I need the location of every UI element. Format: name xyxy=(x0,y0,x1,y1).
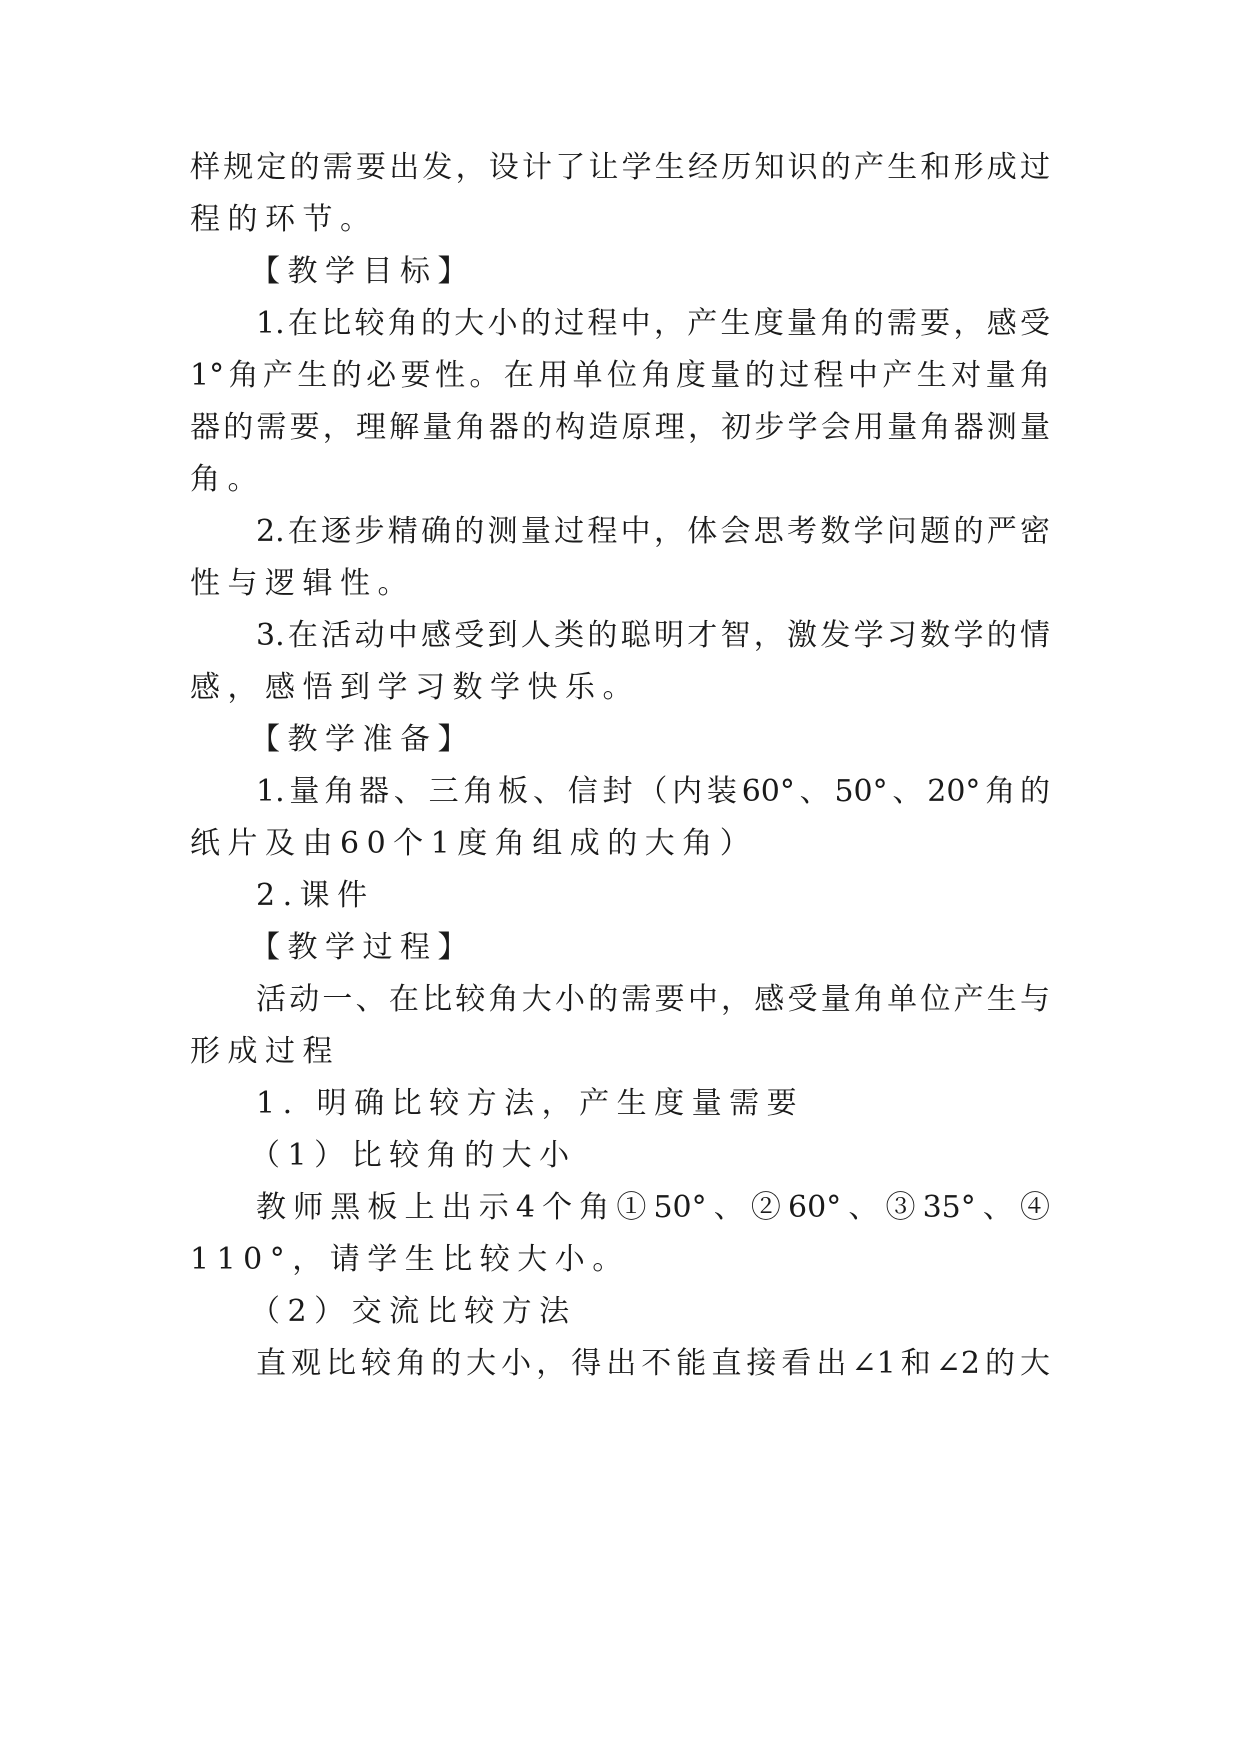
paragraph-line: 1.量角器、三角板、信封（内装60°、50°、20°角的 xyxy=(256,774,1050,809)
paragraph-line: 感，感悟到学习数学快乐。 xyxy=(190,670,640,705)
paragraph-line: 样规定的需要出发，设计了让学生经历知识的产生和形成过 xyxy=(190,150,1050,185)
paragraph-line: 2.在逐步精确的测量过程中，体会思考数学问题的严密 xyxy=(256,514,1050,549)
paragraph-line: 1°角产生的必要性。在用单位角度量的过程中产生对量角 xyxy=(190,358,1050,393)
paragraph-line: 教师黑板上出示4个角①50°、②60°、③35°、④ xyxy=(256,1190,1050,1225)
paragraph-line: 2.课件 xyxy=(256,878,375,913)
paragraph-line: 3.在活动中感受到人类的聪明才智，激发学习数学的情 xyxy=(256,618,1050,653)
section-heading: 【教学过程】 xyxy=(250,930,475,965)
paragraph-line: 程的环节。 xyxy=(190,202,378,237)
paragraph-line: 纸片及由60个1度角组成的大角） xyxy=(190,826,758,861)
section-heading: 【教学准备】 xyxy=(250,722,475,757)
paragraph-line: 角。 xyxy=(190,462,265,497)
paragraph-line: 性与逻辑性。 xyxy=(190,566,415,601)
paragraph-line: 活动一、在比较角大小的需要中，感受量角单位产生与 xyxy=(256,982,1050,1017)
section-heading: 【教学目标】 xyxy=(250,254,475,289)
paragraph-line: 1.在比较角的大小的过程中，产生度量角的需要，感受 xyxy=(256,306,1050,341)
paragraph-line: 形成过程 xyxy=(190,1034,340,1069)
paragraph-line: 110°，请学生比较大小。 xyxy=(190,1242,630,1277)
paragraph-line: （1）比较角的大小 xyxy=(250,1138,577,1173)
paragraph-line: （2）交流比较方法 xyxy=(250,1294,577,1329)
paragraph-line: 直观比较角的大小，得出不能直接看出∠1和∠2的大 xyxy=(256,1346,1050,1381)
paragraph-line: 器的需要，理解量角器的构造原理，初步学会用量角器测量 xyxy=(190,410,1050,445)
paragraph-line: 1. 明确比较方法，产生度量需要 xyxy=(256,1086,805,1121)
